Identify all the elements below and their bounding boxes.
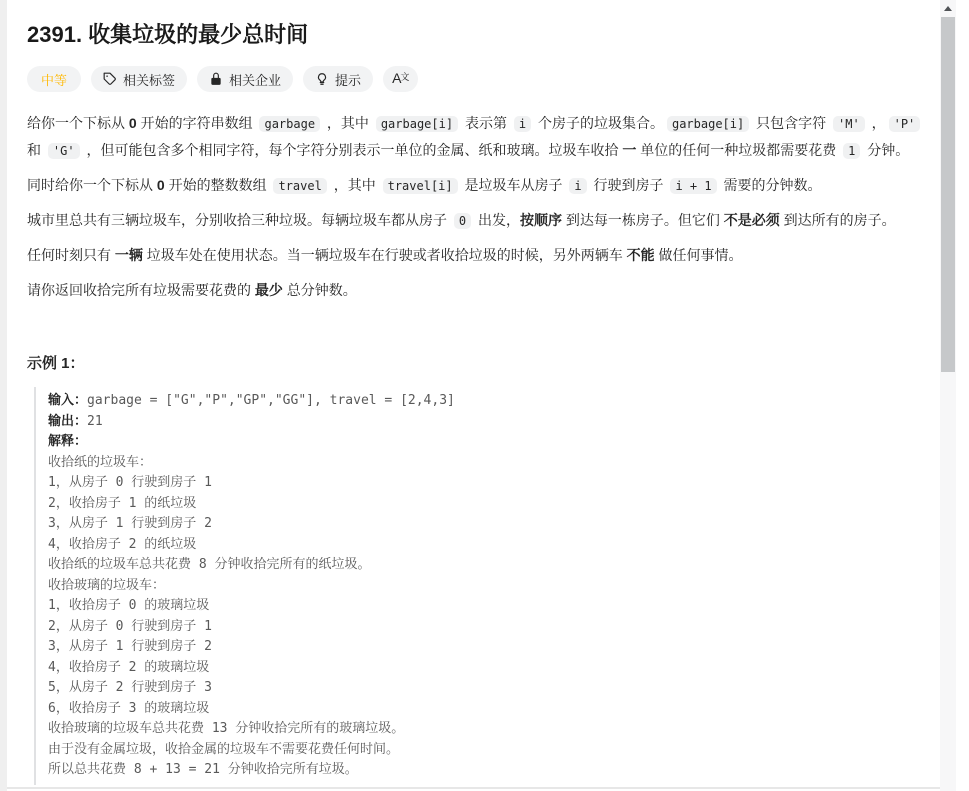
example-line: 收拾玻璃的垃圾车总共花费 13 分钟收拾完所有的玻璃垃圾。 xyxy=(48,721,405,736)
inline-code: 0 xyxy=(454,213,471,229)
problem-paragraph: 给你一个下标从 0 开始的字符串数组 garbage ，其中 garbage[i] 表示第 i 个房子的垃圾集合。 garbage[i] 只包含字符 'M' ， 'P' 和 'G' ，但可能包含多个相同字符，每个字符分别表示一单位的金属、纸和玻璃。垃圾车收拾 一 单位的任何一种垃圾都需要花费 1 分钟。 xyxy=(27,110,926,164)
related-tags-label: 相关标签 xyxy=(123,72,176,88)
difficulty-label: 中等 xyxy=(41,72,68,88)
inline-code: garbage xyxy=(259,116,320,132)
example-line: 输出：21 xyxy=(48,413,103,429)
example-line: 1，收拾房子 0 的玻璃垃圾 xyxy=(48,598,210,613)
vertical-scrollbar[interactable] xyxy=(940,0,956,791)
example-line: 输入：garbage = ["G","P","GP","GG"], travel = [2,4,3] xyxy=(48,393,455,408)
inline-code: 'P' xyxy=(889,116,921,132)
related-companies-label: 相关企业 xyxy=(229,72,282,88)
example-line: 所以总共花费 8 + 13 = 21 分钟收拾完所有垃圾。 xyxy=(48,762,358,777)
example-line: 4，收拾房子 2 的玻璃垃圾 xyxy=(48,659,210,675)
related-tags-button[interactable] xyxy=(91,66,187,92)
bold-text: 最少 xyxy=(254,282,283,298)
example-line: 2，收拾房子 1 的纸垃圾 xyxy=(48,495,197,511)
panel-bottom-border xyxy=(7,787,940,789)
inline-code: 1 xyxy=(843,143,860,159)
difficulty-badge[interactable] xyxy=(27,66,81,92)
example-line: 由于没有金属垃圾，收拾金属的垃圾车不需要花费任何时间。 xyxy=(48,741,400,757)
example-line: 6，收拾房子 3 的玻璃垃圾 xyxy=(48,700,210,716)
scroll-up-button[interactable] xyxy=(940,0,956,17)
lock-icon xyxy=(209,72,223,86)
example-line: 收拾玻璃的垃圾车： xyxy=(48,577,166,593)
inline-code: 'G' xyxy=(48,143,80,159)
problem-paragraph: 同时给你一个下标从 0 开始的整数数组 travel ，其中 travel[i] 是垃圾车从房子 i 行驶到房子 i + 1 需要的分钟数。 xyxy=(27,177,822,193)
bold-text: 一辆 xyxy=(114,247,143,263)
bold-text: 输出： xyxy=(48,413,88,429)
inline-code: i + 1 xyxy=(670,178,716,194)
example-line xyxy=(48,432,926,453)
panel-resize-divider[interactable] xyxy=(0,0,7,791)
inline-code: i xyxy=(514,116,531,132)
example-line: 3，从房子 1 行驶到房子 2 xyxy=(48,639,212,654)
related-companies-button[interactable] xyxy=(197,66,293,92)
inline-code: travel[i] xyxy=(383,178,458,194)
scrollbar-thumb[interactable] xyxy=(941,17,955,372)
example-1-block xyxy=(34,387,926,785)
up-arrow-icon xyxy=(944,6,952,11)
problem-description-panel xyxy=(7,0,940,791)
example-1-heading: 示例 1： xyxy=(27,355,85,372)
problem-meta-bar xyxy=(27,66,926,92)
tag-icon xyxy=(103,72,117,86)
example-line: 收拾纸的垃圾车： xyxy=(48,454,153,470)
inline-code: 'M' xyxy=(833,116,865,132)
problem-paragraph: 任何时刻只有 一辆 垃圾车处在使用状态。当一辆垃圾车在行驶或者收拾垃圾的时候，另外两辆车 不能 做任何事情。 xyxy=(27,247,743,263)
example-line: 4，收拾房子 2 的纸垃圾 xyxy=(48,536,197,552)
problem-paragraph: 城市里总共有三辆垃圾车，分别收拾三种垃圾。每辆垃圾车都从房子 0 出发，按顺序 到达每一栋房子。但它们 不是必须 到达所有的房子。 xyxy=(27,212,896,228)
inline-code: garbage[i] xyxy=(667,116,749,132)
bold-text: 按顺序 xyxy=(520,212,563,228)
lightbulb-icon xyxy=(315,72,329,86)
problem-paragraph: 请你返回收拾完所有垃圾需要花费的 最少 总分钟数。 xyxy=(27,282,357,298)
inline-code: travel xyxy=(273,178,326,194)
bold-text: 解释： xyxy=(48,434,88,449)
bold-text: 不能 xyxy=(626,247,655,263)
translate-icon: A 文 xyxy=(392,70,410,86)
bold-text: 不是必须 xyxy=(723,212,780,228)
problem-title: 2391. 收集垃圾的最少总时间 xyxy=(27,22,309,47)
problem-statement xyxy=(27,110,926,304)
bold-text: 0 xyxy=(156,177,165,193)
example-line: 5，从房子 2 行驶到房子 3 xyxy=(48,680,212,695)
example-line: 2，从房子 0 行驶到房子 1 xyxy=(48,618,212,634)
bold-text: 输入： xyxy=(48,393,88,408)
bold-text: 一 xyxy=(622,142,637,158)
translate-toggle-button[interactable] xyxy=(383,66,418,92)
example-line: 1，从房子 0 行驶到房子 1 xyxy=(48,475,212,490)
inline-code: garbage[i] xyxy=(376,116,458,132)
bold-text: 0 xyxy=(128,115,137,131)
inline-code: i xyxy=(569,178,586,194)
example-line: 3，从房子 1 行驶到房子 2 xyxy=(48,516,212,531)
hint-label: 提示 xyxy=(335,72,362,88)
hint-button[interactable] xyxy=(303,66,373,92)
example-line: 收拾纸的垃圾车总共花费 8 分钟收拾完所有的纸垃圾。 xyxy=(48,557,371,572)
